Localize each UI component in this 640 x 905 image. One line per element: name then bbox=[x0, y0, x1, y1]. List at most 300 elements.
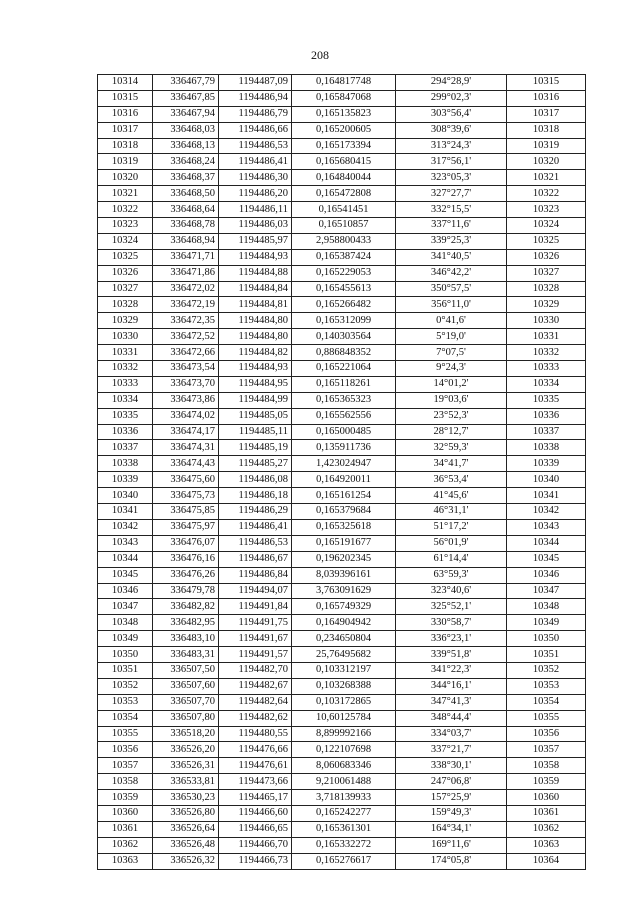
y-coordinate-cell: 1194485,97 bbox=[219, 233, 292, 249]
table-row bbox=[98, 599, 586, 615]
distance-cell: 0,165118261 bbox=[292, 376, 396, 392]
direction-angle-cell: 41°45,6' bbox=[396, 488, 507, 504]
distance-cell: 1,423024947 bbox=[292, 456, 396, 472]
direction-angle-cell: 346°42,2' bbox=[396, 265, 507, 281]
x-coordinate-cell: 336526,31 bbox=[153, 758, 219, 774]
x-coordinate-cell: 336526,20 bbox=[153, 742, 219, 758]
next-point-cell: 10361 bbox=[507, 805, 586, 821]
direction-angle-cell: 337°11,6' bbox=[396, 218, 507, 234]
table-row bbox=[98, 265, 586, 281]
y-coordinate-cell: 1194487,09 bbox=[219, 75, 292, 91]
direction-angle-cell: 341°22,3' bbox=[396, 662, 507, 678]
y-coordinate-cell: 1194486,18 bbox=[219, 488, 292, 504]
x-coordinate-cell: 336474,17 bbox=[153, 424, 219, 440]
next-point-cell: 10326 bbox=[507, 249, 586, 265]
distance-cell: 0,165000485 bbox=[292, 424, 396, 440]
y-coordinate-cell: 1194484,93 bbox=[219, 361, 292, 377]
x-coordinate-cell: 336471,86 bbox=[153, 265, 219, 281]
y-coordinate-cell: 1194476,61 bbox=[219, 758, 292, 774]
table-row bbox=[98, 329, 586, 345]
direction-angle-cell: 51°17,2' bbox=[396, 519, 507, 535]
point-id-cell: 10354 bbox=[98, 710, 153, 726]
y-coordinate-cell: 1194482,70 bbox=[219, 662, 292, 678]
table-row bbox=[98, 504, 586, 520]
x-coordinate-cell: 336472,52 bbox=[153, 329, 219, 345]
table-row bbox=[98, 583, 586, 599]
point-id-cell: 10352 bbox=[98, 678, 153, 694]
x-coordinate-cell: 336474,43 bbox=[153, 456, 219, 472]
y-coordinate-cell: 1194486,20 bbox=[219, 186, 292, 202]
point-id-cell: 10340 bbox=[98, 488, 153, 504]
direction-angle-cell: 63°59,3' bbox=[396, 567, 507, 583]
y-coordinate-cell: 1194486,53 bbox=[219, 138, 292, 154]
x-coordinate-cell: 336473,86 bbox=[153, 392, 219, 408]
x-coordinate-cell: 336526,80 bbox=[153, 805, 219, 821]
y-coordinate-cell: 1194486,41 bbox=[219, 519, 292, 535]
distance-cell: 0,886848352 bbox=[292, 345, 396, 361]
next-point-cell: 10345 bbox=[507, 551, 586, 567]
direction-angle-cell: 303°56,4' bbox=[396, 106, 507, 122]
distance-cell: 0,165266482 bbox=[292, 297, 396, 313]
point-id-cell: 10360 bbox=[98, 805, 153, 821]
table-row bbox=[98, 345, 586, 361]
x-coordinate-cell: 336476,07 bbox=[153, 535, 219, 551]
next-point-cell: 10327 bbox=[507, 265, 586, 281]
distance-cell: 0,103268388 bbox=[292, 678, 396, 694]
next-point-cell: 10316 bbox=[507, 90, 586, 106]
direction-angle-cell: 356°11,0' bbox=[396, 297, 507, 313]
next-point-cell: 10317 bbox=[507, 106, 586, 122]
distance-cell: 0,103312197 bbox=[292, 662, 396, 678]
y-coordinate-cell: 1194494,07 bbox=[219, 583, 292, 599]
y-coordinate-cell: 1194486,08 bbox=[219, 472, 292, 488]
point-id-cell: 10333 bbox=[98, 376, 153, 392]
table-row bbox=[98, 488, 586, 504]
next-point-cell: 10323 bbox=[507, 202, 586, 218]
point-id-cell: 10345 bbox=[98, 567, 153, 583]
next-point-cell: 10329 bbox=[507, 297, 586, 313]
direction-angle-cell: 5°19,0' bbox=[396, 329, 507, 345]
direction-angle-cell: 330°58,7' bbox=[396, 615, 507, 631]
point-id-cell: 10332 bbox=[98, 361, 153, 377]
point-id-cell: 10329 bbox=[98, 313, 153, 329]
y-coordinate-cell: 1194482,64 bbox=[219, 694, 292, 710]
direction-angle-cell: 323°40,6' bbox=[396, 583, 507, 599]
x-coordinate-cell: 336475,85 bbox=[153, 504, 219, 520]
point-id-cell: 10357 bbox=[98, 758, 153, 774]
direction-angle-cell: 299°02,3' bbox=[396, 90, 507, 106]
table-row bbox=[98, 631, 586, 647]
point-id-cell: 10348 bbox=[98, 615, 153, 631]
table-row bbox=[98, 567, 586, 583]
x-coordinate-cell: 336483,10 bbox=[153, 631, 219, 647]
y-coordinate-cell: 1194484,81 bbox=[219, 297, 292, 313]
next-point-cell: 10352 bbox=[507, 662, 586, 678]
distance-cell: 3,763091629 bbox=[292, 583, 396, 599]
distance-cell: 0,165680415 bbox=[292, 154, 396, 170]
distance-cell: 0,164920011 bbox=[292, 472, 396, 488]
direction-angle-cell: 294°28,9' bbox=[396, 75, 507, 91]
next-point-cell: 10355 bbox=[507, 710, 586, 726]
distance-cell: 0,140303564 bbox=[292, 329, 396, 345]
direction-angle-cell: 157°25,9' bbox=[396, 790, 507, 806]
direction-angle-cell: 32°59,3' bbox=[396, 440, 507, 456]
distance-cell: 10,60125784 bbox=[292, 710, 396, 726]
table-row bbox=[98, 535, 586, 551]
direction-angle-cell: 46°31,1' bbox=[396, 504, 507, 520]
point-id-cell: 10331 bbox=[98, 345, 153, 361]
table-row bbox=[98, 249, 586, 265]
direction-angle-cell: 56°01,9' bbox=[396, 535, 507, 551]
point-id-cell: 10328 bbox=[98, 297, 153, 313]
next-point-cell: 10322 bbox=[507, 186, 586, 202]
direction-angle-cell: 247°06,8' bbox=[396, 774, 507, 790]
y-coordinate-cell: 1194486,11 bbox=[219, 202, 292, 218]
point-id-cell: 10326 bbox=[98, 265, 153, 281]
table-row bbox=[98, 774, 586, 790]
point-id-cell: 10351 bbox=[98, 662, 153, 678]
distance-cell: 0,165312099 bbox=[292, 313, 396, 329]
distance-cell: 0,165332272 bbox=[292, 837, 396, 853]
next-point-cell: 10321 bbox=[507, 170, 586, 186]
y-coordinate-cell: 1194486,94 bbox=[219, 90, 292, 106]
point-id-cell: 10342 bbox=[98, 519, 153, 535]
next-point-cell: 10354 bbox=[507, 694, 586, 710]
x-coordinate-cell: 336468,50 bbox=[153, 186, 219, 202]
direction-angle-cell: 337°21,7' bbox=[396, 742, 507, 758]
x-coordinate-cell: 336476,26 bbox=[153, 567, 219, 583]
y-coordinate-cell: 1194466,60 bbox=[219, 805, 292, 821]
page-number: 208 bbox=[311, 48, 329, 62]
point-id-cell: 10319 bbox=[98, 154, 153, 170]
point-id-cell: 10350 bbox=[98, 647, 153, 663]
table-row bbox=[98, 106, 586, 122]
x-coordinate-cell: 336471,71 bbox=[153, 249, 219, 265]
table-row bbox=[98, 297, 586, 313]
x-coordinate-cell: 336507,50 bbox=[153, 662, 219, 678]
point-id-cell: 10347 bbox=[98, 599, 153, 615]
point-id-cell: 10356 bbox=[98, 742, 153, 758]
direction-angle-cell: 164°34,1' bbox=[396, 821, 507, 837]
next-point-cell: 10331 bbox=[507, 329, 586, 345]
distance-cell: 0,165229053 bbox=[292, 265, 396, 281]
distance-cell: 0,165365323 bbox=[292, 392, 396, 408]
coordinates-table bbox=[97, 74, 586, 870]
distance-cell: 3,718139933 bbox=[292, 790, 396, 806]
next-point-cell: 10344 bbox=[507, 535, 586, 551]
direction-angle-cell: 341°40,5' bbox=[396, 249, 507, 265]
table-row bbox=[98, 519, 586, 535]
next-point-cell: 10341 bbox=[507, 488, 586, 504]
point-id-cell: 10337 bbox=[98, 440, 153, 456]
distance-cell: 0,165325618 bbox=[292, 519, 396, 535]
next-point-cell: 10356 bbox=[507, 726, 586, 742]
table-row bbox=[98, 138, 586, 154]
distance-cell: 8,039396161 bbox=[292, 567, 396, 583]
distance-cell: 0,16541451 bbox=[292, 202, 396, 218]
y-coordinate-cell: 1194486,29 bbox=[219, 504, 292, 520]
y-coordinate-cell: 1194485,11 bbox=[219, 424, 292, 440]
y-coordinate-cell: 1194491,75 bbox=[219, 615, 292, 631]
next-point-cell: 10360 bbox=[507, 790, 586, 806]
distance-cell: 0,234650804 bbox=[292, 631, 396, 647]
y-coordinate-cell: 1194491,67 bbox=[219, 631, 292, 647]
table-row bbox=[98, 694, 586, 710]
x-coordinate-cell: 336467,94 bbox=[153, 106, 219, 122]
y-coordinate-cell: 1194485,19 bbox=[219, 440, 292, 456]
direction-angle-cell: 9°24,3' bbox=[396, 361, 507, 377]
next-point-cell: 10337 bbox=[507, 424, 586, 440]
x-coordinate-cell: 336468,03 bbox=[153, 122, 219, 138]
next-point-cell: 10347 bbox=[507, 583, 586, 599]
direction-angle-cell: 308°39,6' bbox=[396, 122, 507, 138]
y-coordinate-cell: 1194484,93 bbox=[219, 249, 292, 265]
table-row bbox=[98, 392, 586, 408]
table-row bbox=[98, 837, 586, 853]
point-id-cell: 10353 bbox=[98, 694, 153, 710]
y-coordinate-cell: 1194484,80 bbox=[219, 313, 292, 329]
next-point-cell: 10349 bbox=[507, 615, 586, 631]
direction-angle-cell: 174°05,8' bbox=[396, 853, 507, 869]
direction-angle-cell: 323°05,3' bbox=[396, 170, 507, 186]
point-id-cell: 10359 bbox=[98, 790, 153, 806]
y-coordinate-cell: 1194476,66 bbox=[219, 742, 292, 758]
table-row bbox=[98, 662, 586, 678]
table-row bbox=[98, 710, 586, 726]
direction-angle-cell: 348°44,4' bbox=[396, 710, 507, 726]
next-point-cell: 10336 bbox=[507, 408, 586, 424]
next-point-cell: 10358 bbox=[507, 758, 586, 774]
x-coordinate-cell: 336468,78 bbox=[153, 218, 219, 234]
next-point-cell: 10315 bbox=[507, 75, 586, 91]
x-coordinate-cell: 336479,78 bbox=[153, 583, 219, 599]
table-row bbox=[98, 678, 586, 694]
x-coordinate-cell: 336526,32 bbox=[153, 853, 219, 869]
y-coordinate-cell: 1194484,84 bbox=[219, 281, 292, 297]
point-id-cell: 10363 bbox=[98, 853, 153, 869]
direction-angle-cell: 327°27,7' bbox=[396, 186, 507, 202]
next-point-cell: 10320 bbox=[507, 154, 586, 170]
y-coordinate-cell: 1194491,84 bbox=[219, 599, 292, 615]
point-id-cell: 10323 bbox=[98, 218, 153, 234]
direction-angle-cell: 14°01,2' bbox=[396, 376, 507, 392]
point-id-cell: 10327 bbox=[98, 281, 153, 297]
table-row bbox=[98, 456, 586, 472]
x-coordinate-cell: 336530,23 bbox=[153, 790, 219, 806]
next-point-cell: 10362 bbox=[507, 821, 586, 837]
x-coordinate-cell: 336472,19 bbox=[153, 297, 219, 313]
y-coordinate-cell: 1194486,03 bbox=[219, 218, 292, 234]
point-id-cell: 10341 bbox=[98, 504, 153, 520]
direction-angle-cell: 0°41,6' bbox=[396, 313, 507, 329]
next-point-cell: 10334 bbox=[507, 376, 586, 392]
next-point-cell: 10363 bbox=[507, 837, 586, 853]
point-id-cell: 10330 bbox=[98, 329, 153, 345]
direction-angle-cell: 339°25,3' bbox=[396, 233, 507, 249]
point-id-cell: 10362 bbox=[98, 837, 153, 853]
y-coordinate-cell: 1194484,80 bbox=[219, 329, 292, 345]
y-coordinate-cell: 1194486,66 bbox=[219, 122, 292, 138]
table-row bbox=[98, 154, 586, 170]
x-coordinate-cell: 336467,79 bbox=[153, 75, 219, 91]
next-point-cell: 10319 bbox=[507, 138, 586, 154]
x-coordinate-cell: 336482,95 bbox=[153, 615, 219, 631]
y-coordinate-cell: 1194484,88 bbox=[219, 265, 292, 281]
direction-angle-cell: 28°12,7' bbox=[396, 424, 507, 440]
distance-cell: 0,165455613 bbox=[292, 281, 396, 297]
direction-angle-cell: 325°52,1' bbox=[396, 599, 507, 615]
y-coordinate-cell: 1194491,57 bbox=[219, 647, 292, 663]
table-row bbox=[98, 551, 586, 567]
x-coordinate-cell: 336475,73 bbox=[153, 488, 219, 504]
table-row bbox=[98, 742, 586, 758]
direction-angle-cell: 347°41,3' bbox=[396, 694, 507, 710]
next-point-cell: 10357 bbox=[507, 742, 586, 758]
direction-angle-cell: 332°15,5' bbox=[396, 202, 507, 218]
y-coordinate-cell: 1194480,55 bbox=[219, 726, 292, 742]
next-point-cell: 10318 bbox=[507, 122, 586, 138]
distance-cell: 2,958800433 bbox=[292, 233, 396, 249]
x-coordinate-cell: 336468,64 bbox=[153, 202, 219, 218]
point-id-cell: 10344 bbox=[98, 551, 153, 567]
point-id-cell: 10339 bbox=[98, 472, 153, 488]
distance-cell: 0,165379684 bbox=[292, 504, 396, 520]
next-point-cell: 10359 bbox=[507, 774, 586, 790]
point-id-cell: 10346 bbox=[98, 583, 153, 599]
x-coordinate-cell: 336526,64 bbox=[153, 821, 219, 837]
x-coordinate-cell: 336507,80 bbox=[153, 710, 219, 726]
distance-cell: 0,164817748 bbox=[292, 75, 396, 91]
x-coordinate-cell: 336507,70 bbox=[153, 694, 219, 710]
y-coordinate-cell: 1194486,41 bbox=[219, 154, 292, 170]
point-id-cell: 10336 bbox=[98, 424, 153, 440]
distance-cell: 8,899992166 bbox=[292, 726, 396, 742]
table-row bbox=[98, 805, 586, 821]
y-coordinate-cell: 1194482,62 bbox=[219, 710, 292, 726]
table-row bbox=[98, 376, 586, 392]
distance-cell: 0,165135823 bbox=[292, 106, 396, 122]
y-coordinate-cell: 1194486,84 bbox=[219, 567, 292, 583]
point-id-cell: 10322 bbox=[98, 202, 153, 218]
table-row bbox=[98, 233, 586, 249]
table-row bbox=[98, 440, 586, 456]
x-coordinate-cell: 336468,13 bbox=[153, 138, 219, 154]
table-row bbox=[98, 821, 586, 837]
point-id-cell: 10321 bbox=[98, 186, 153, 202]
table-row bbox=[98, 790, 586, 806]
direction-angle-cell: 339°51,8' bbox=[396, 647, 507, 663]
direction-angle-cell: 159°49,3' bbox=[396, 805, 507, 821]
direction-angle-cell: 313°24,3' bbox=[396, 138, 507, 154]
y-coordinate-cell: 1194466,73 bbox=[219, 853, 292, 869]
point-id-cell: 10317 bbox=[98, 122, 153, 138]
y-coordinate-cell: 1194486,67 bbox=[219, 551, 292, 567]
direction-angle-cell: 23°52,3' bbox=[396, 408, 507, 424]
y-coordinate-cell: 1194482,67 bbox=[219, 678, 292, 694]
next-point-cell: 10364 bbox=[507, 853, 586, 869]
table-row bbox=[98, 202, 586, 218]
x-coordinate-cell: 336467,85 bbox=[153, 90, 219, 106]
direction-angle-cell: 36°53,4' bbox=[396, 472, 507, 488]
next-point-cell: 10328 bbox=[507, 281, 586, 297]
point-id-cell: 10355 bbox=[98, 726, 153, 742]
point-id-cell: 10343 bbox=[98, 535, 153, 551]
x-coordinate-cell: 336475,97 bbox=[153, 519, 219, 535]
x-coordinate-cell: 336476,16 bbox=[153, 551, 219, 567]
distance-cell: 0,165562556 bbox=[292, 408, 396, 424]
x-coordinate-cell: 336472,66 bbox=[153, 345, 219, 361]
x-coordinate-cell: 336474,31 bbox=[153, 440, 219, 456]
y-coordinate-cell: 1194473,66 bbox=[219, 774, 292, 790]
point-id-cell: 10358 bbox=[98, 774, 153, 790]
distance-cell: 0,165173394 bbox=[292, 138, 396, 154]
next-point-cell: 10342 bbox=[507, 504, 586, 520]
x-coordinate-cell: 336526,48 bbox=[153, 837, 219, 853]
distance-cell: 8,060683346 bbox=[292, 758, 396, 774]
table-row bbox=[98, 361, 586, 377]
y-coordinate-cell: 1194484,95 bbox=[219, 376, 292, 392]
table-row bbox=[98, 726, 586, 742]
direction-angle-cell: 334°03,7' bbox=[396, 726, 507, 742]
distance-cell: 0,122107698 bbox=[292, 742, 396, 758]
direction-angle-cell: 317°56,1' bbox=[396, 154, 507, 170]
distance-cell: 9,210061488 bbox=[292, 774, 396, 790]
direction-angle-cell: 7°07,5' bbox=[396, 345, 507, 361]
x-coordinate-cell: 336474,02 bbox=[153, 408, 219, 424]
table-row bbox=[98, 472, 586, 488]
y-coordinate-cell: 1194486,79 bbox=[219, 106, 292, 122]
point-id-cell: 10315 bbox=[98, 90, 153, 106]
distance-cell: 0,165387424 bbox=[292, 249, 396, 265]
distance-cell: 0,165191677 bbox=[292, 535, 396, 551]
x-coordinate-cell: 336475,60 bbox=[153, 472, 219, 488]
table-row bbox=[98, 170, 586, 186]
direction-angle-cell: 61°14,4' bbox=[396, 551, 507, 567]
distance-cell: 25,76495682 bbox=[292, 647, 396, 663]
next-point-cell: 10339 bbox=[507, 456, 586, 472]
direction-angle-cell: 19°03,6' bbox=[396, 392, 507, 408]
direction-angle-cell: 344°16,1' bbox=[396, 678, 507, 694]
distance-cell: 0,165847068 bbox=[292, 90, 396, 106]
direction-angle-cell: 338°30,1' bbox=[396, 758, 507, 774]
y-coordinate-cell: 1194484,99 bbox=[219, 392, 292, 408]
x-coordinate-cell: 336468,37 bbox=[153, 170, 219, 186]
distance-cell: 0,164904942 bbox=[292, 615, 396, 631]
distance-cell: 0,165221064 bbox=[292, 361, 396, 377]
table-row bbox=[98, 186, 586, 202]
point-id-cell: 10324 bbox=[98, 233, 153, 249]
point-id-cell: 10314 bbox=[98, 75, 153, 91]
direction-angle-cell: 336°23,1' bbox=[396, 631, 507, 647]
table-row bbox=[98, 218, 586, 234]
x-coordinate-cell: 336518,20 bbox=[153, 726, 219, 742]
next-point-cell: 10340 bbox=[507, 472, 586, 488]
x-coordinate-cell: 336507,60 bbox=[153, 678, 219, 694]
next-point-cell: 10324 bbox=[507, 218, 586, 234]
point-id-cell: 10334 bbox=[98, 392, 153, 408]
distance-cell: 0,165361301 bbox=[292, 821, 396, 837]
next-point-cell: 10335 bbox=[507, 392, 586, 408]
next-point-cell: 10338 bbox=[507, 440, 586, 456]
table-row bbox=[98, 75, 586, 91]
distance-cell: 0,103172865 bbox=[292, 694, 396, 710]
x-coordinate-cell: 336468,94 bbox=[153, 233, 219, 249]
direction-angle-cell: 34°41,7' bbox=[396, 456, 507, 472]
point-id-cell: 10318 bbox=[98, 138, 153, 154]
x-coordinate-cell: 336472,02 bbox=[153, 281, 219, 297]
point-id-cell: 10325 bbox=[98, 249, 153, 265]
y-coordinate-cell: 1194466,65 bbox=[219, 821, 292, 837]
